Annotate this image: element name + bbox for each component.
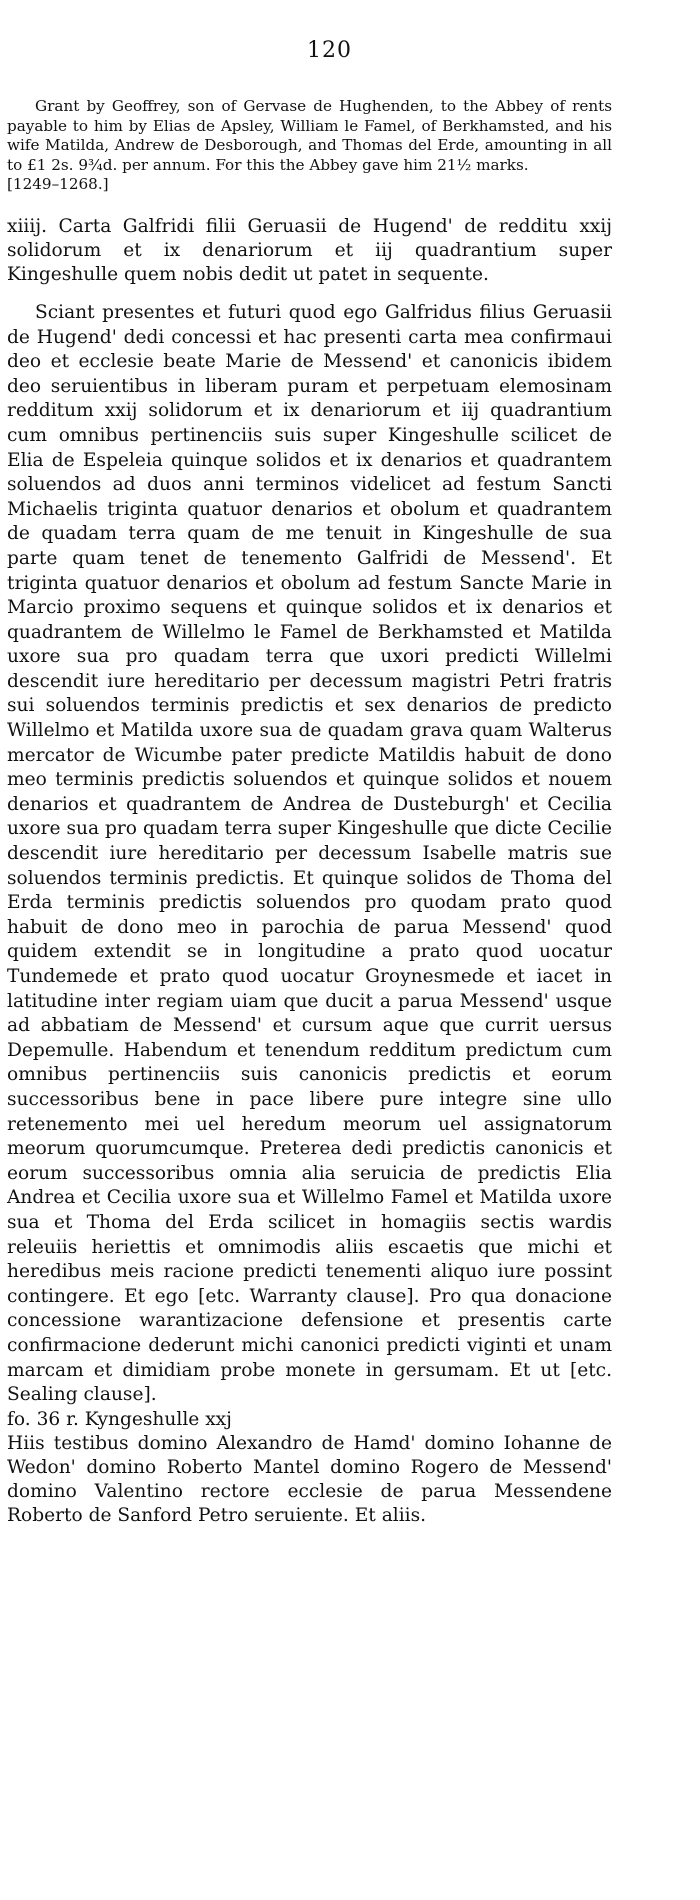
witness-list: Hiis testibus domino Alexandro de Hamd' domino Iohanne de Wedon' domino Roberto Mantel domino Rogero de Messend' domino Valentino rectore ecclesie de parua Messendene Roberto de Sanford Petro seruiente. Et aliis. — [7, 1432, 612, 1526]
charter-rubric: xiiij. Carta Galfridi filii Geruasii de Hugend' de redditu xxij solidorum et ix denariorum et iij quadrantium super Kingeshulle quem nobis dedit ut patet in sequente. — [7, 215, 612, 285]
english-summary: Grant by Geoffrey, son of Gervase de Hughenden, to the Abbey of rents payable to him by Elias de Apsley, William le Famel, of Berkhamsted, and his wife Matilda, Andrew de Desborough, and Thomas del Erde, amounting in all to £1 2s. 9¾d. per annum. For this the Abbey gave him 21½ marks. — [7, 97, 612, 174]
summary-dates: [1249–1268.] — [7, 175, 109, 194]
page-number: 120 — [307, 38, 352, 63]
folio-reference: fo. 36 r. Kyngeshulle xxj — [7, 1408, 232, 1430]
charter-text: Sciant presentes et futuri quod ego Galfridus filius Geruasii de Hugend' dedi concessi et hac presenti carta mea confirmaui deo et ecclesie beate Marie de Messend' et canonicis ibidem deo seruientibus in liberam puram et perpetuam elemosinam redditum xxij solidorum et ix denariorum et iij quadrantium cum omnibus pertinenciis suis super Kingeshulle scilicet de Elia de Espeleia quinque solidos et ix denarios et quadrantem soluendos ad duos anni terminos videlicet ad festum Sancti Michaelis triginta quatuor denarios et obolum et quadrantem de quadam terra quam de me tenuit in Kingeshulle de sua parte quam tenet de tenemento Galfridi de Messend'. Et triginta quatuor denarios et obolum ad festum Sancte Marie in Marcio proximo sequens et quinque solidos et ix denarios et quadrantem de Willelmo le Famel de Berkhamsted et Matilda uxore sua pro quadam terra que uxori predicti Willelmi descendit iure hereditario per decessum magistri Petri fratris sui soluendos terminis predictis et sex denarios de predicto Willelmo et Matilda uxore sua de quadam grava quam Walterus mercator de Wicumbe pater predicte Matildis habuit de dono meo terminis predictis soluendos et quinque solidos et nouem denarios et quadrantem de Andrea de Dusteburgh' et Cecilia uxore sua pro quadam terra super Kingeshulle que dicte Cecilie descendit iure hereditario per decessum Isabelle matris sue soluendos terminis predictis. Et quinque solidos de Thoma del Erda terminis predictis soluendos pro quodam prato quod habuit de dono meo in parochia de parua Messend' quod quidem extendit se in longitudine a prato quod uocatur Tundemede et prato quod uocatur Groynesmede et iacet in latitudine inter regiam uiam que ducit a parua Messend' usque ad abbatiam de Messend' et cursum aque que currit uersus Depemulle. Habendum et tenendum redditum predictum cum omnibus pertinenciis suis canonicis predictis et eorum successoribus bene in pace libere pure integre sine ullo retenemento mei uel heredum meorum uel assignatorum meorum quorumcumque. Preterea dedi predictis canonicis et eorum successoribus omnia alia seruicia de predictis Elia Andrea et Cecilia uxore sua et Willelmo Famel et Matilda uxore sua et Thoma del Erda scilicet in homagiis sectis wardis releuiis heriettis et omnimodis aliis escaetis que michi et heredibus meis racione predicti tenementi aliquo iure possint contingere. Et ego [etc. Warranty clause]. Pro qua donacione concessione warantizacione defensione et presentis carte confirmacione dederunt michi canonici predicti viginti et unam marcam et dimidiam probe monete in gersumam. Et ut [etc. Sealing clause]. — [7, 301, 612, 1406]
